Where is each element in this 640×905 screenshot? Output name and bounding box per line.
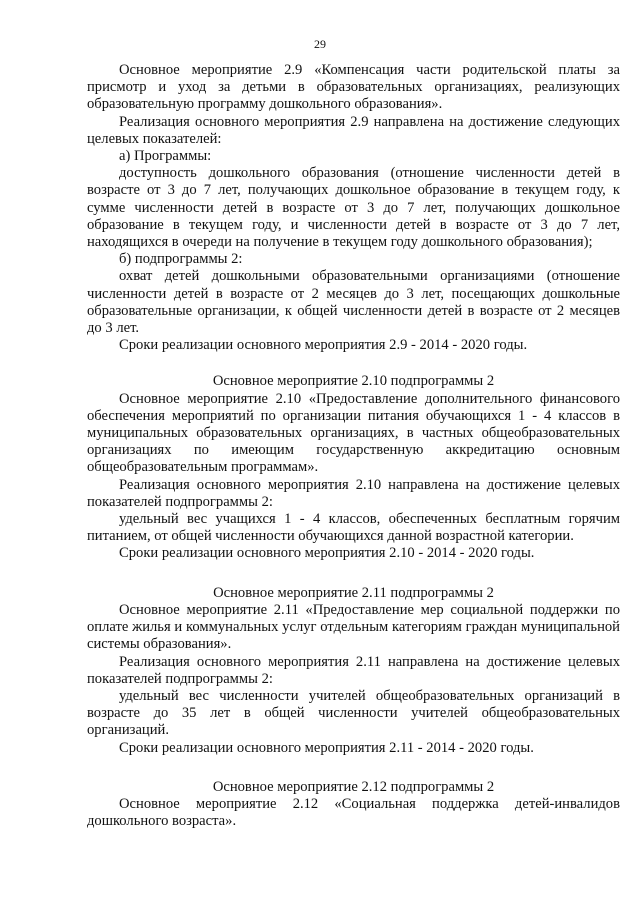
paragraph-2-10-intro: Основное мероприятие 2.10 «Предоставление дополнительного финансового обеспечения мероприятий по организации питания обучающихся 1 - 4 классов в муниципальных образовательных организациях, в частных общеобразовательных организациях по имеющим государственную аккредитацию основным общеобразовательным программам». xyxy=(87,390,620,476)
paragraph-2-10-terms: Сроки реализации основного мероприятия 2.10 - 2014 - 2020 годы. xyxy=(119,545,535,562)
list-label-b: б) подпрограммы 2: xyxy=(119,251,243,268)
section-2-9 xyxy=(87,62,620,354)
paragraph-2-11-terms: Сроки реализации основного мероприятия 2.11 - 2014 - 2020 годы. xyxy=(119,739,534,756)
heading-2-11: Основное мероприятие 2.11 подпрограммы 2 xyxy=(213,584,494,601)
paragraph-2-9-indicator-a: доступность дошкольного образования (отношение численности детей в возрасте от 3 до 7 лет, получающих дошкольное образование в текущем году, к сумме численности детей в возрасте от 3 до 7 лет, получающих дошкольное образование в текущем году, и численности детей в возрасте от 3 до 7 лет, находящихся в очереди на получение в текущем году дошкольного образования); xyxy=(87,165,620,251)
paragraph-2-12-intro: Основное мероприятие 2.12 «Социальная поддержка детей-инвалидов дошкольного возраста». xyxy=(87,795,620,830)
section-2-12 xyxy=(87,779,620,831)
paragraph-2-10-indicator: удельный вес учащихся 1 - 4 классов, обеспеченных бесплатным горячим питанием, от общей численности обучающихся данной возрастной категории. xyxy=(87,511,620,545)
paragraph-2-11-indicator: удельный вес численности учителей общеобразовательных организаций в возрасте до 35 лет в общей численности учителей общеобразовательных организаций. xyxy=(87,687,620,739)
heading-2-12: Основное мероприятие 2.12 подпрограммы 2 xyxy=(212,778,495,795)
list-label-a: а) Программы: xyxy=(119,148,212,165)
section-spacer xyxy=(87,563,620,585)
heading-2-10: Основное мероприятие 2.10 подпрограммы 2 xyxy=(212,373,495,390)
section-2-10 xyxy=(87,373,620,562)
section-spacer xyxy=(87,757,620,779)
paragraph-2-11-aim: Реализация основного мероприятия 2.11 направлена на достижение целевых показателей подпрограммы 2: xyxy=(87,653,620,687)
page-number: 29 xyxy=(314,37,326,51)
paragraph-2-10-aim: Реализация основного мероприятия 2.10 направлена на достижение целевых показателей подпрограммы 2: xyxy=(87,476,620,510)
paragraph-2-9-aim: Реализация основного мероприятия 2.9 направлена на достижение следующих целевых показателей: xyxy=(87,113,620,147)
page-content xyxy=(87,62,620,830)
paragraph-2-9-indicator-b: охват детей дошкольными образовательными организациями (отношение численности детей в возрасте от 2 месяцев до 3 лет, посещающих дошкольные образовательные организации, к общей численности детей в возрасте от 2 месяцев до 3 лет. xyxy=(87,268,620,337)
paragraph-2-9-terms: Сроки реализации основного мероприятия 2.9 - 2014 - 2020 годы. xyxy=(119,337,528,354)
paragraph-2-9-intro: Основное мероприятие 2.9 «Компенсация части родительской платы за присмотр и уход за детьми в образовательных организациях, реализующих образовательную программу дошкольного образования». xyxy=(87,62,620,113)
section-2-11 xyxy=(87,585,620,757)
section-spacer xyxy=(87,354,620,373)
paragraph-2-11-intro: Основное мероприятие 2.11 «Предоставление мер социальной поддержки по оплате жилья и коммунальных услуг отдельным категориям граждан муниципальной системы образования». xyxy=(87,601,620,653)
